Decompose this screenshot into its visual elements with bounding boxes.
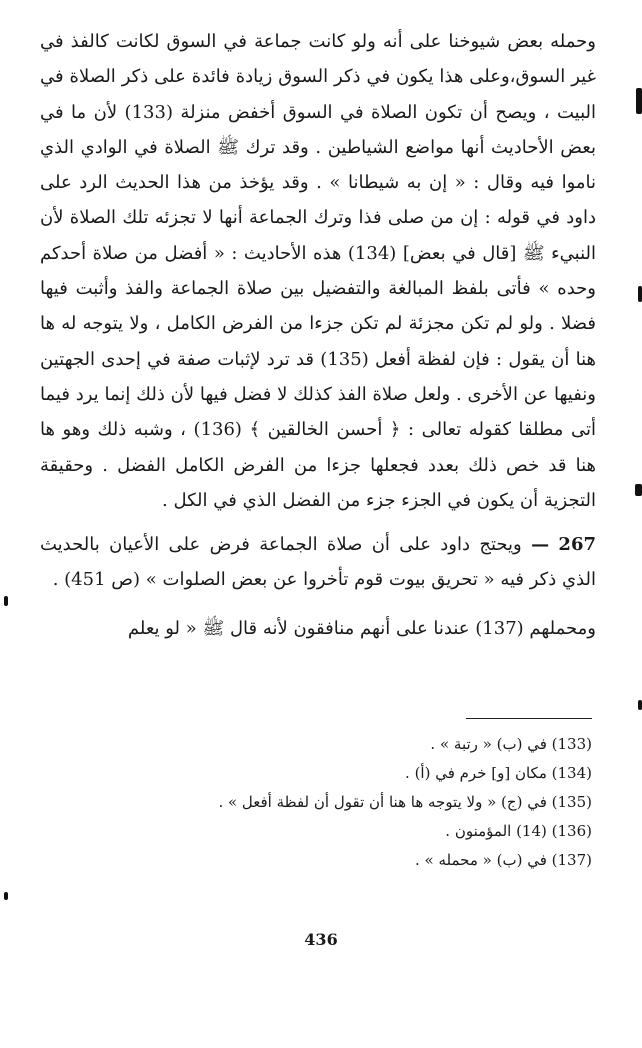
section-dash: — xyxy=(531,534,550,556)
main-text xyxy=(40,24,596,646)
footnote-item: (136) (14) المؤمنون . xyxy=(445,822,592,840)
footnote-item: (135) في (ج) « ولا يتوجه ها هنا أن تقول أن لفظة أفعل » . xyxy=(218,793,592,811)
footnotes xyxy=(40,730,592,875)
scan-edge-mark xyxy=(638,700,642,710)
scan-edge-mark xyxy=(4,892,8,900)
footnote-divider xyxy=(466,718,592,719)
scan-edge-mark xyxy=(636,88,642,114)
scan-edge-mark xyxy=(638,286,642,302)
paragraph-2 xyxy=(40,527,596,598)
paragraph-1: وحمله بعض شيوخنا على أنه ولو كانت جماعة في السوق لكانت كالفذ في غير السوق،وعلى هذا يكون في ذكر السوق زيادة فائدة على ذكر الصلاة في البيت ، ويصح أن تكون الصلاة في السوق أخفض منزلة (133) لأن ما في بعض الأحاديث أنها مواضع الشياطين . وقد ترك ﷺ الصلاة في الوادي الذي ناموا فيه وقال : « إن به شيطانا » . وقد يؤخذ من هذا الحديث الرد على داود في قوله : إن من صلى فذا وترك الجماعة أنها لا تجزئه تلك الصلاة لأن النبيء ﷺ [قال في بعض] (134) هذه الأحاديث : « أفضل من صلاة أحدكم وحده » فأتى بلفظ المبالغة والتفضيل بين صلاة الجماعة والفذ وأثبت فيها فضلا . ولو لم تكن مجزئة لم تكن جزءا من الفرض الكامل ، ولا يتوجه له ها هنا أن يقول : فإن لفظة أفعل (135) قد ترد لإثبات صفة في إحدى الجهتين ونفيها عن الأخرى . ولعل صلاة الفذ كذلك لا فضل فيها لأن ذلك إنما يرد فيما أتى مطلقا كقوله تعالى : ﴿ أحسن الخالقين ﴾ (136) ، وشبه ذلك وهو ها هنا قد خص ذلك بعدد فجعلها جزءا من الفرض الكامل الفضل . وحقيقة التجزية أن يكون في الجزء جزء من الفضل الذي في الكل . xyxy=(40,31,597,511)
scan-edge-mark xyxy=(4,596,8,606)
page-number: 436 xyxy=(304,930,338,949)
paragraph-2-text: ويحتج داود على أن صلاة الجماعة فرض على الأعيان بالحديث الذي ذكر فيه « تحريق بيوت قوم تأخروا عن بعض الصلوات » (ص 451) . xyxy=(40,534,596,591)
footnote-item: (133) في (ب) « رتبة » . xyxy=(430,735,592,753)
footnote-item: (134) مكان [و] خرم في (أ) . xyxy=(405,764,592,782)
scan-edge-mark xyxy=(635,484,642,496)
section-number: 267 xyxy=(558,534,596,556)
footnote-item: (137) في (ب) « محمله » . xyxy=(415,851,592,869)
paragraph-3: ومحملهم (137) عندنا على أنهم منافقون لأنه قال ﷺ « لو يعلم xyxy=(127,617,596,639)
